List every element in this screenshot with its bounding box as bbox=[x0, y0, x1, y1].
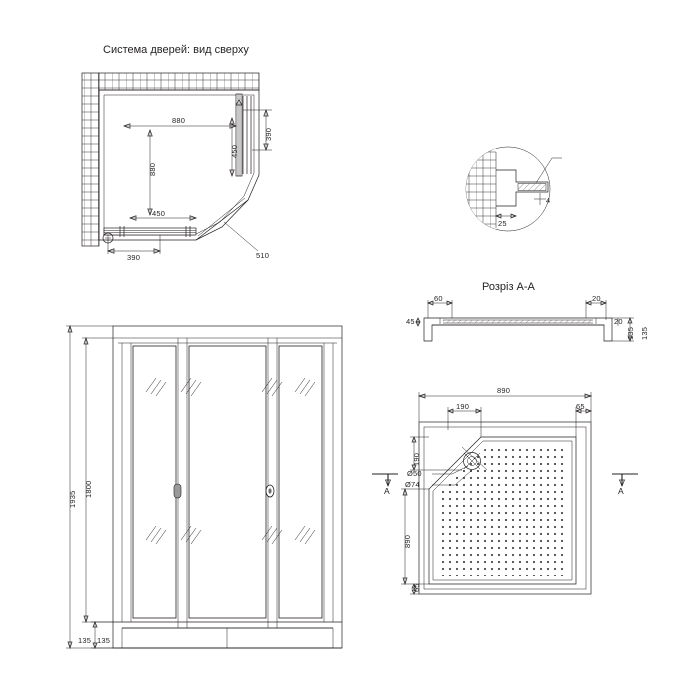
dim-450-left: 450 bbox=[152, 209, 166, 218]
dim-1935: 1935 bbox=[68, 490, 77, 508]
dim-880-vertical: 880 bbox=[148, 162, 157, 176]
dim-25: 25 bbox=[498, 219, 507, 228]
section-mark-left-label: А bbox=[384, 486, 390, 496]
dim-20-right: 20 bbox=[614, 317, 623, 326]
dim-390-vertical: 390 bbox=[264, 127, 273, 141]
dim-45: 45 bbox=[406, 317, 415, 326]
dim-hole-74: Ø74 bbox=[405, 480, 420, 489]
dim-135-base-inner: 135 bbox=[97, 636, 111, 645]
section-mark-right-label: А bbox=[618, 486, 624, 496]
section-title: Розріз А-А bbox=[482, 281, 535, 293]
dim-135-base: 135 bbox=[78, 636, 92, 645]
dim-450-vertical: 450 bbox=[230, 144, 239, 158]
dim-190-left: 190 bbox=[412, 452, 421, 466]
dim-890-left: 890 bbox=[403, 534, 412, 548]
dim-65-left: 65 bbox=[412, 583, 421, 592]
dim-1800: 1800 bbox=[84, 480, 93, 498]
dim-20-top: 20 bbox=[592, 294, 601, 303]
dim-890-top: 890 bbox=[497, 386, 511, 395]
dim-510-diagonal: 510 bbox=[256, 251, 270, 260]
top-view-title: Система дверей: вид сверху bbox=[103, 44, 249, 56]
dim-4: 4 bbox=[546, 196, 551, 205]
dim-135-inner: 135 bbox=[626, 326, 635, 340]
dim-880-horizontal: 880 bbox=[172, 116, 186, 125]
dim-135-right: 135 bbox=[640, 326, 649, 340]
dim-190-top: 190 bbox=[456, 402, 470, 411]
dim-390-bottom: 390 bbox=[127, 253, 141, 262]
dim-65-top: 65 bbox=[576, 402, 585, 411]
dim-60: 60 bbox=[434, 294, 443, 303]
dim-hole-50: Ø50 bbox=[407, 469, 422, 478]
